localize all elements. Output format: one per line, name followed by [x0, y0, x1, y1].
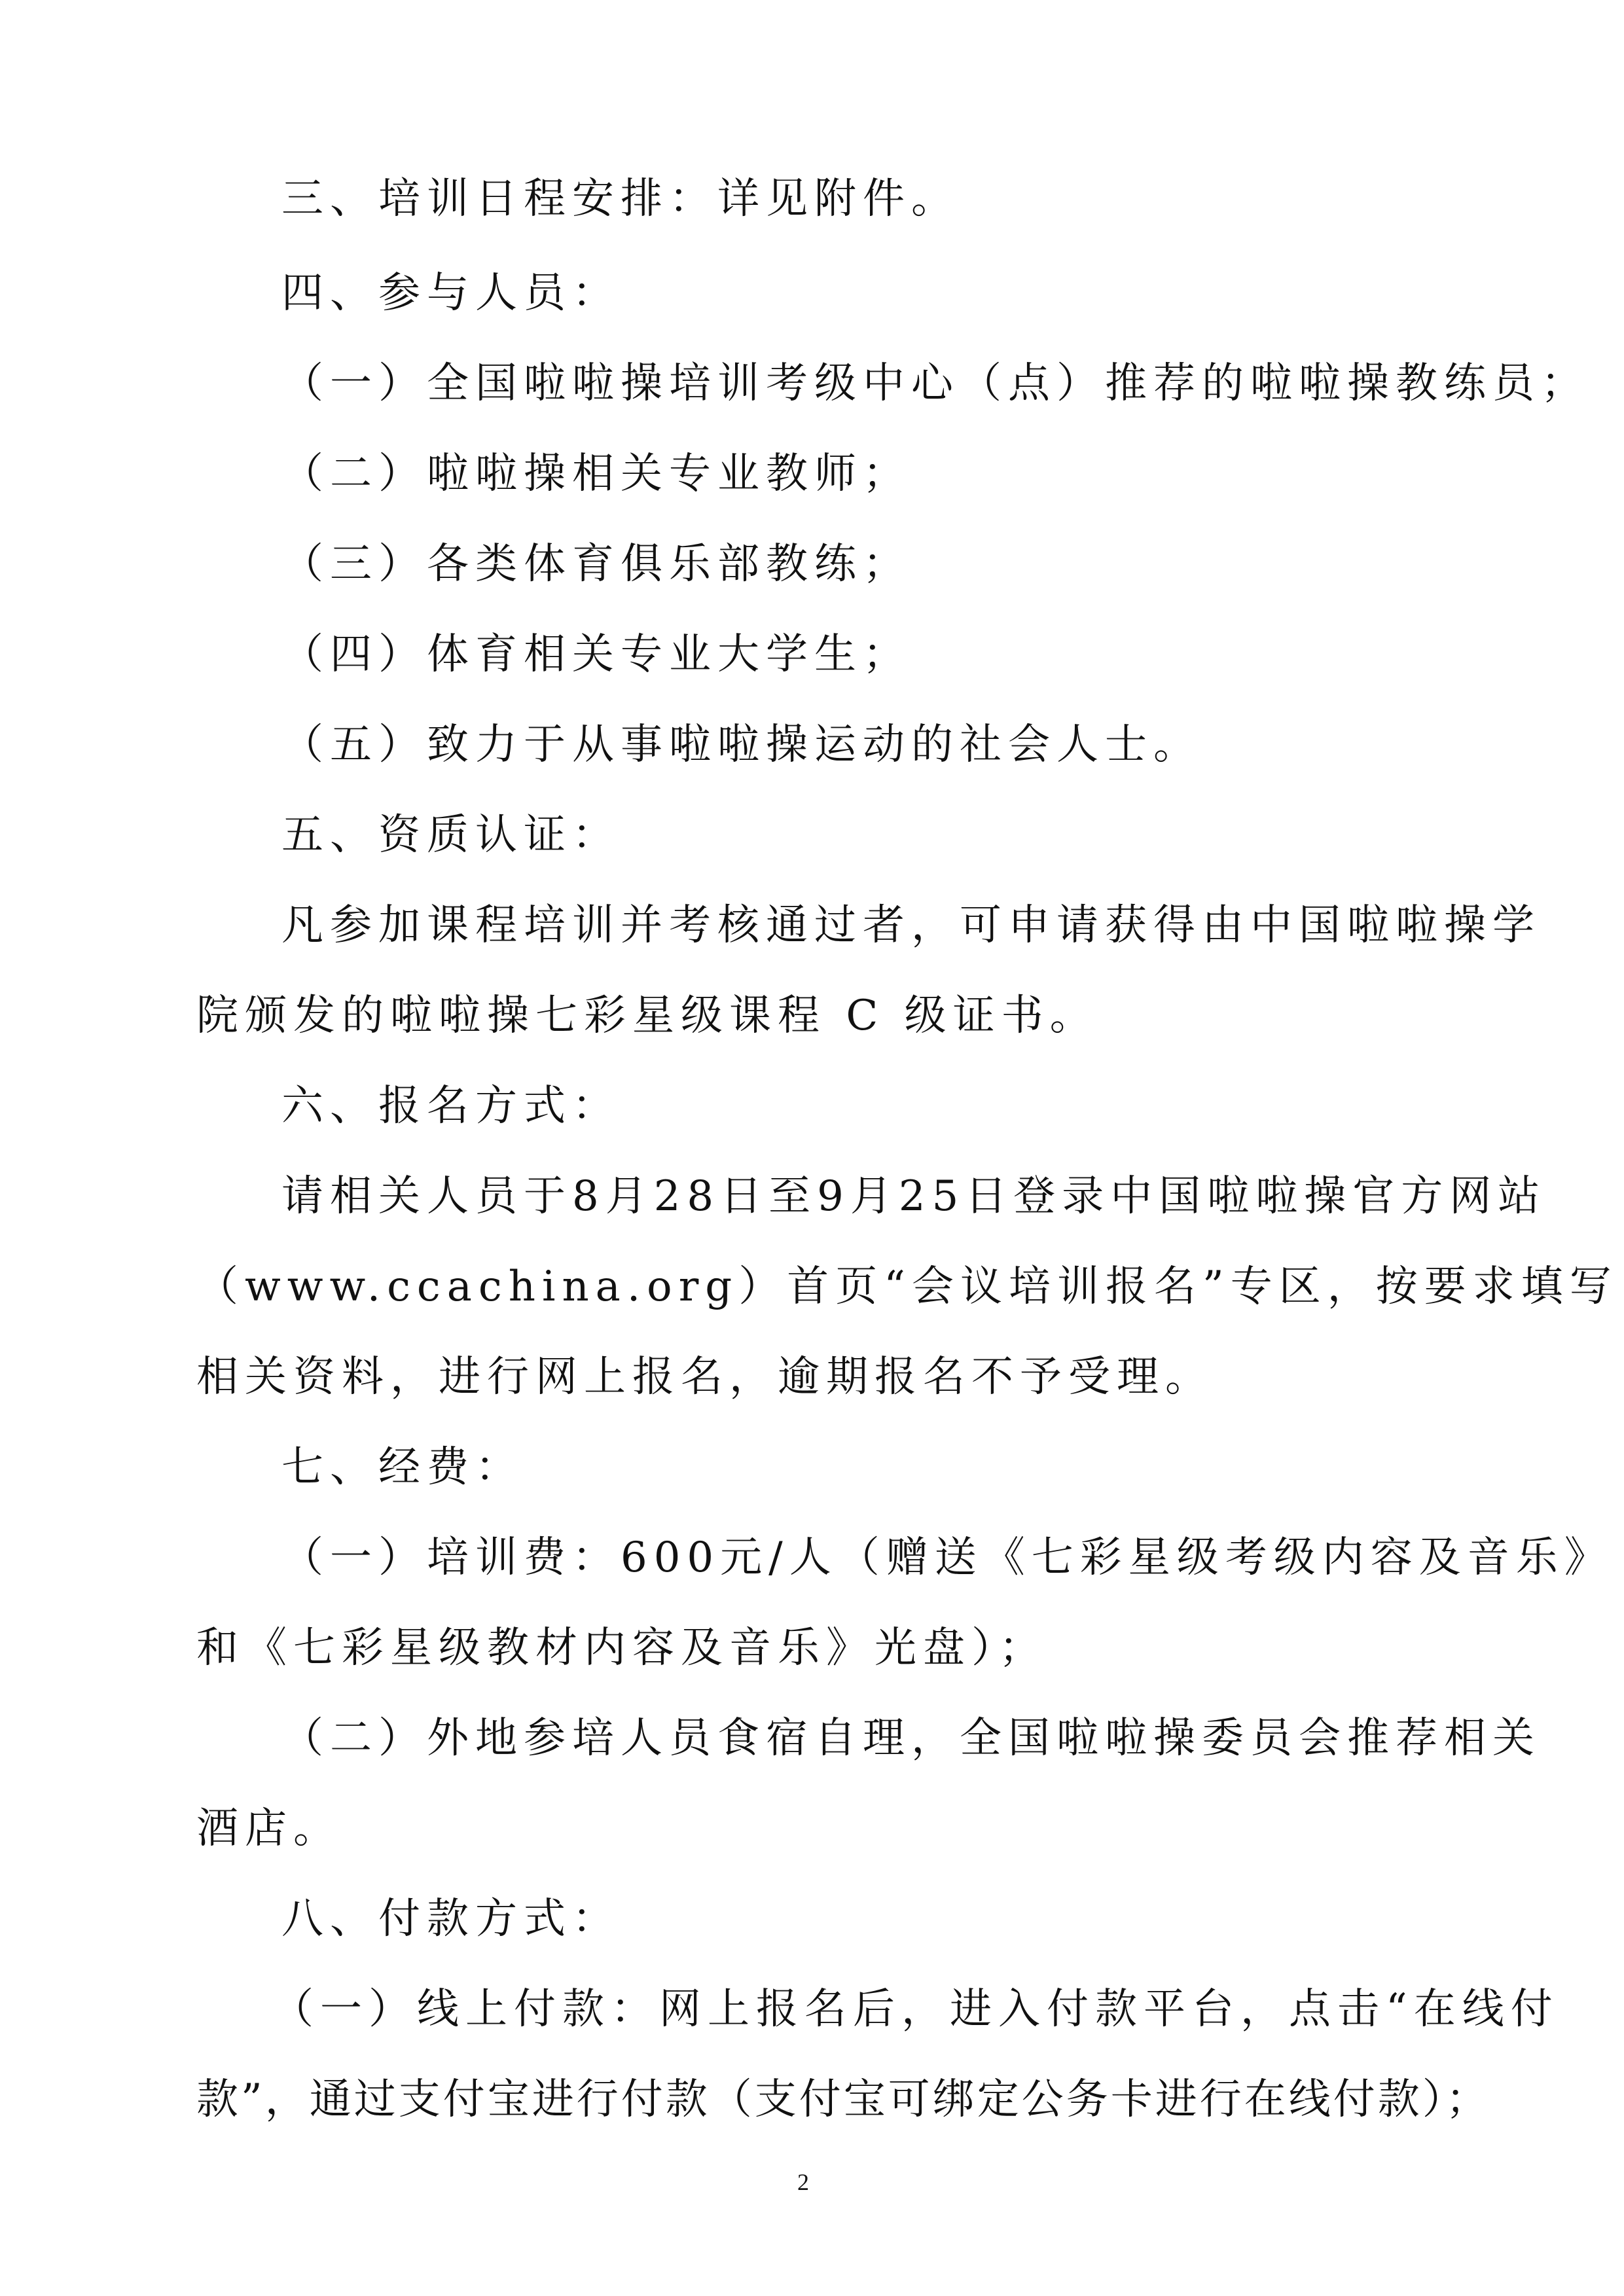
participant-item-2: （二）啦啦操相关专业教师； — [281, 450, 911, 498]
participant-item-3: （三）各类体育俱乐部教练； — [281, 540, 911, 588]
fee-item-1-line-1: （一）培训费：600元/人（赠送《七彩星级考级内容及音乐》 — [281, 1534, 1613, 1582]
registration-text-line-3: 相关资料，进行网上报名，逾期报名不予受理。 — [196, 1353, 1214, 1401]
fee-item-2-line-1: （二）外地参培人员食宿自理，全国啦啦操委员会推荐相关 — [281, 1714, 1541, 1763]
page-number: 2 — [797, 2169, 809, 2195]
participant-item-4: （四）体育相关专业大学生； — [281, 630, 911, 679]
registration-text-line-2: （www.ccachina.org）首页“会议培训报名”专区，按要求填写 — [196, 1263, 1618, 1311]
section-4-heading: 四、参与人员： — [281, 269, 621, 317]
section-5-heading: 五、资质认证： — [281, 811, 621, 859]
participant-item-5: （五）致力于从事啦啦操运动的社会人士。 — [281, 721, 1202, 769]
section-8-heading: 八、付款方式： — [281, 1895, 621, 1943]
section-7-heading: 七、经费： — [281, 1443, 524, 1492]
section-3-heading: 三、培训日程安排：详见附件。 — [281, 175, 960, 223]
certification-text-line-2: 院颁发的啦啦操七彩星级课程 C 级证书。 — [196, 992, 1098, 1040]
fee-item-1-line-2: 和《七彩星级教材内容及音乐》光盘）； — [196, 1624, 1047, 1672]
fee-item-2-line-2: 酒店。 — [196, 1804, 342, 1853]
section-6-heading: 六、报名方式： — [281, 1082, 621, 1130]
registration-text-line-1: 请相关人员于8月28日至9月25日登录中国啦啦操官方网站 — [281, 1172, 1547, 1221]
payment-item-1-line-2: 款”，通过支付宝进行付款（支付宝可绑定公务卡进行在线付款）； — [196, 2075, 1490, 2124]
certification-text-line-1: 凡参加课程培训并考核通过者，可申请获得由中国啦啦操学 — [281, 901, 1541, 950]
participant-item-1: （一）全国啦啦操培训考级中心（点）推荐的啦啦操教练员； — [281, 359, 1589, 408]
payment-item-1-line-1: （一）线上付款：网上报名后，进入付款平台，点击“在线付 — [272, 1985, 1559, 2034]
